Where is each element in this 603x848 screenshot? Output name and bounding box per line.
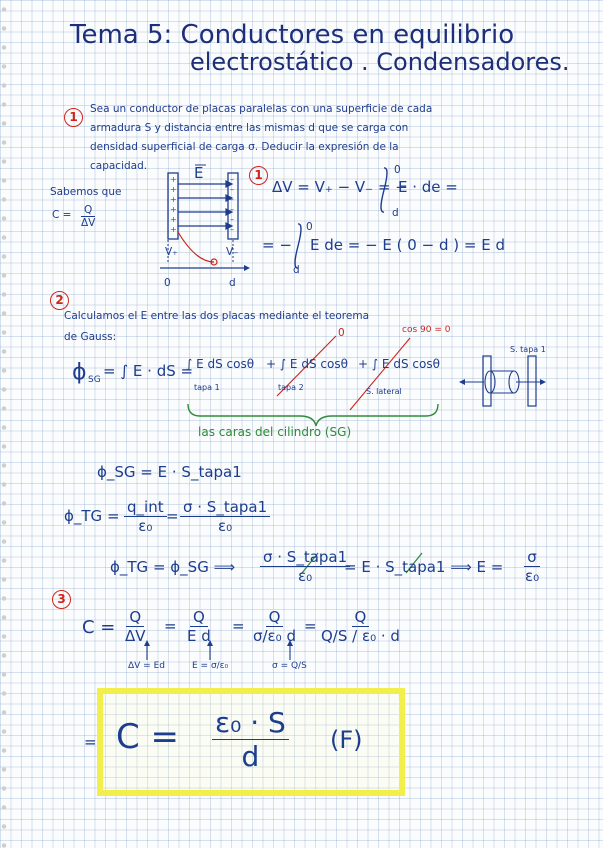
field-denominator: ε₀ xyxy=(525,567,540,585)
eq-b-result: E de = − E ( 0 − d ) = E d xyxy=(310,236,505,254)
eq-b-start: = − xyxy=(262,236,292,254)
note-e: E = σ/ε₀ xyxy=(192,661,229,671)
c-fraction-3-den: σ/ε₀ d xyxy=(253,627,296,645)
gauss-surface-label: S. tapa 1 xyxy=(510,345,546,354)
gauss-term-3: + ∫ E dS cosθ xyxy=(358,357,440,371)
field-numerator: σ xyxy=(524,548,540,567)
gauss-term-2: + ∫ E dS cosθ xyxy=(266,357,348,371)
sigma-numerator: σ · S_tapa1 xyxy=(180,498,270,517)
integral-1-lower: d xyxy=(392,207,399,219)
phi-symbol: ϕ xyxy=(72,360,87,385)
gauss-arrowhead-left xyxy=(459,379,465,385)
qint-numerator: q_int xyxy=(124,498,167,517)
result-denominator: d xyxy=(241,740,260,773)
field-label: E xyxy=(194,164,204,182)
axis-d-label: d xyxy=(229,277,236,289)
gauss-term-3-sub: S. lateral xyxy=(366,387,402,396)
gauss-plate-right xyxy=(528,356,536,406)
potential-difference-eq: ΔV = V₊ − V₋ = − xyxy=(272,178,408,196)
minus-signs: – – – – – – xyxy=(230,175,234,234)
surface-brace xyxy=(188,404,438,426)
axis-zero-label: 0 xyxy=(164,277,171,289)
c-fraction-2-num: Q xyxy=(190,608,208,627)
integral-1-integrand: E · de = xyxy=(398,178,458,196)
result-prefix: = xyxy=(84,733,97,751)
qint-denominator: ε₀ xyxy=(138,517,153,535)
sigma-denominator: ε₀ xyxy=(218,517,233,535)
axis-arrow xyxy=(244,265,250,271)
equals-2: = xyxy=(164,617,177,635)
gauss-arrowhead-right xyxy=(540,379,546,385)
note-dv: ΔV = Ed xyxy=(128,661,165,671)
equals-3: = xyxy=(232,617,245,635)
qint-fraction xyxy=(124,498,167,535)
c-fraction-3 xyxy=(250,608,299,645)
gauss-term-2-sub: tapa 2 xyxy=(278,383,304,392)
right-potential: V₋ xyxy=(226,246,239,258)
title-line-2: electrostático . Condensadores. xyxy=(190,48,570,76)
flux-tg-label: ϕ_TG = xyxy=(64,507,120,525)
c-fraction-4 xyxy=(318,608,403,645)
c-fraction-4-den: Q/S / ε₀ · d xyxy=(321,627,400,645)
c-fraction-2-den: E d xyxy=(187,627,211,645)
c-fraction-2 xyxy=(184,608,214,645)
problem-2-line-1: Calculamos el E entre las dos placas mediante el teorema xyxy=(64,310,370,322)
plus-signs: + + + + + + xyxy=(170,175,177,234)
phi-subscript: SG xyxy=(88,375,101,385)
c-fraction-3-num: Q xyxy=(266,608,284,627)
flux-sg-eq: ϕ_SG = E · S_tapa1 xyxy=(97,463,242,481)
field-result-eq: = E · S_tapa1 ⟹ E = xyxy=(344,558,504,576)
flux-equality: ϕ_TG = ϕ_SG ⟹ xyxy=(110,558,236,576)
problem-1-line-2: armadura S y distancia entre las mismas d que se carga con xyxy=(90,122,409,134)
step-1-marker: 1 xyxy=(249,166,268,185)
equals-4: = xyxy=(304,617,317,635)
problem-2-number: 2 xyxy=(50,291,69,310)
equality-denominator: ε₀ xyxy=(298,567,313,585)
c-fraction-1-den: ΔV xyxy=(125,627,146,645)
margin-note-c: C = xyxy=(52,209,72,221)
title-line-1: Tema 5: Conductores en equilibrio xyxy=(70,20,515,50)
cos90-annotation: cos 90 = 0 xyxy=(402,325,451,335)
problem-1-number: 1 xyxy=(64,108,83,127)
result-numerator: ε₀ · S xyxy=(212,706,289,740)
gauss-eq-start: = ∫ E · dS = xyxy=(103,362,194,380)
c-fraction-1-num: Q xyxy=(126,608,144,627)
integral-2-upper: 0 xyxy=(306,221,313,233)
margin-note-known: Sabemos que xyxy=(50,186,122,198)
field-lines xyxy=(178,181,232,229)
zero-annotation: 0 xyxy=(338,327,345,339)
problem-2-line-2: de Gauss: xyxy=(64,331,117,343)
equals-1: = xyxy=(166,507,179,525)
problem-3-number: 3 xyxy=(52,590,71,609)
note-sigma: σ = Q/S xyxy=(272,661,307,671)
gauss-cylinder-cap-1 xyxy=(485,371,495,393)
result-unit: (F) xyxy=(330,726,363,754)
result-c-label: C = xyxy=(116,717,180,757)
equality-fraction xyxy=(260,548,350,585)
c-fraction-1 xyxy=(122,608,149,645)
integral-2-lower: d xyxy=(293,264,300,276)
charge-path xyxy=(178,232,214,262)
sigma-fraction xyxy=(180,498,270,535)
problem-1-line-1: Sea un conductor de placas paralelas con una superficie de cada xyxy=(90,103,433,115)
gauss-term-1: ∫ E dS cosθ xyxy=(186,357,255,371)
brace-label: las caras del cilindro (SG) xyxy=(198,425,352,439)
gauss-plate-left xyxy=(483,356,491,406)
c-fraction-4-num: Q xyxy=(352,608,370,627)
integral-1-upper: 0 xyxy=(394,164,401,176)
equality-numerator: σ · S_tapa1 xyxy=(260,548,350,567)
margin-note-numerator: Q xyxy=(81,204,95,217)
problem-1-line-4: capacidad. xyxy=(90,160,148,172)
result-fraction xyxy=(212,706,289,773)
integral-sign-2 xyxy=(295,224,301,268)
left-potential: V₊ xyxy=(165,246,178,258)
field-fraction xyxy=(522,548,542,585)
gauss-term-1-sub: tapa 1 xyxy=(194,383,220,392)
cancel-line-lateral xyxy=(350,338,410,410)
margin-note-denominator: ΔV xyxy=(81,217,96,229)
problem-1-line-3: densidad superficial de carga σ. Deducir la expresión de la xyxy=(90,141,399,153)
capacitance-label: C = xyxy=(82,617,116,638)
